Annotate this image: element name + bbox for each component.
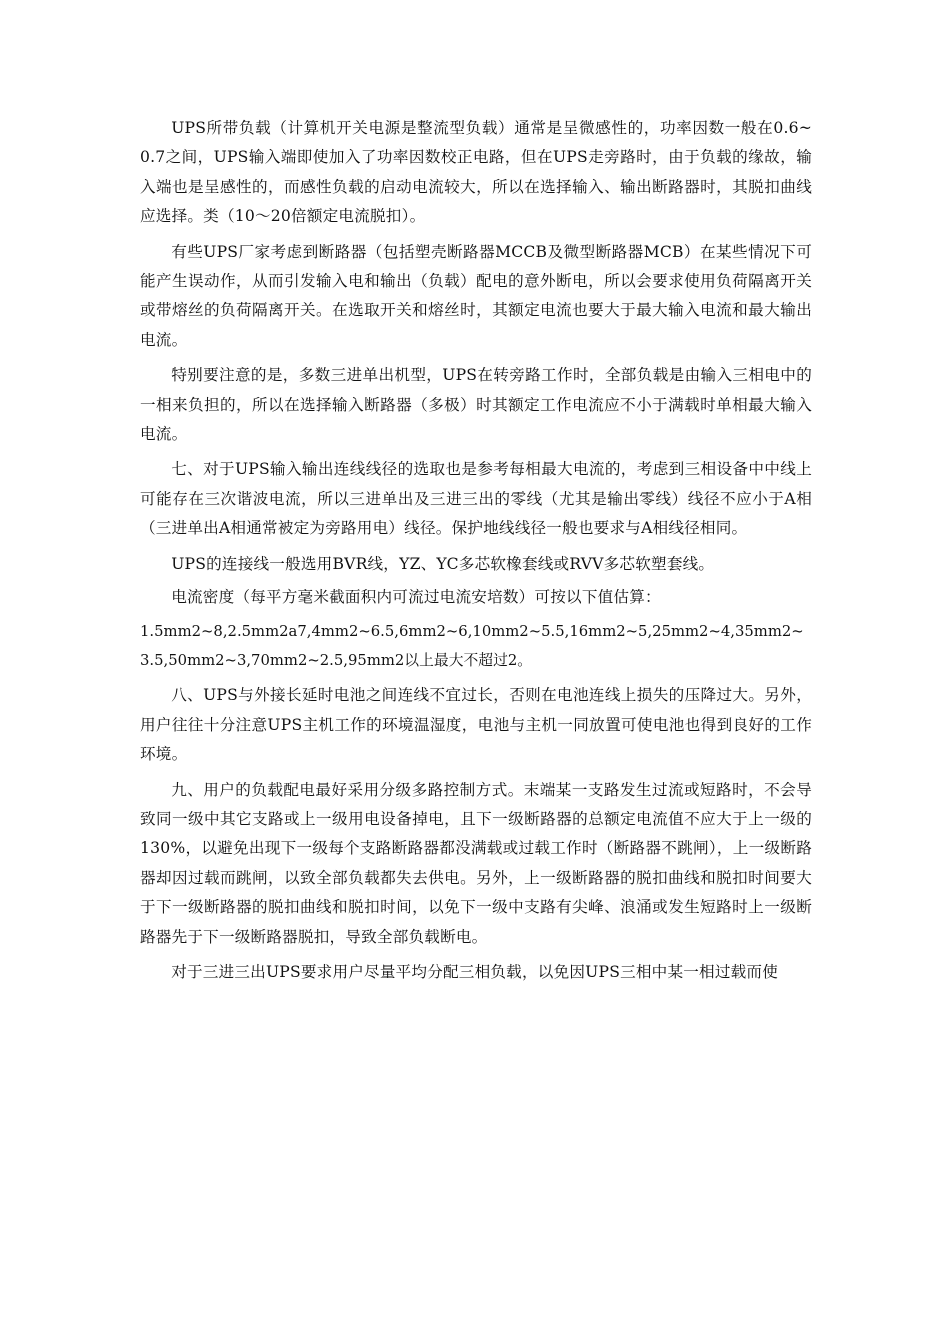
- paragraph-section-8-battery-wiring: 八、UPS与外接长延时电池之间连线不宜过长，否则在电池连线上损失的压降过大。另外，用户往往十分注意UPS主机工作的环境温湿度，电池与主机一同放置可使电池也得到良好的工作环境。: [140, 686, 812, 764]
- paragraph-current-density-values: 1.5mm2~8,2.5mm2a7,4mm2~6.5,6mm2~6,10mm2~5.5,16mm2~5,25mm2~4,35mm2~3.5,50mm2~3,70mm2~2.5,95mm2以上最大不超过2。: [140, 622, 804, 669]
- document-body: [140, 114, 812, 993]
- paragraph-wire-types: UPS的连接线一般选用BVR线，YZ、YC多芯软橡套线或RVV多芯软塑套线。: [171, 554, 715, 573]
- paragraph-three-phase-load-balance: 对于三进三出UPS要求用户尽量平均分配三相负载，以免因UPS三相中某一相过载而使: [171, 962, 779, 981]
- paragraph-three-in-single-out: 特别要注意的是，多数三进单出机型，UPS在转旁路工作时，全部负载是由输入三相电中的一相来负担的，所以在选择输入断路器（多极）时其额定工作电流应不小于满载时单相最大输入电流。: [140, 366, 812, 444]
- paragraph-section-7-wire-gauge: 七、对于UPS输入输出连线线径的选取也是参考每相最大电流的，考虑到三相设备中中线上可能存在三次谐波电流，所以三进单出及三进三出的零线（尤其是输出零线）线径不应小于A相（三进单出A相通常被定为旁路用电）线径。保护地线线径一般也要求与A相线径相同。: [140, 460, 812, 538]
- paragraph-ups-load-breaker-curve: UPS所带负载（计算机开关电源是整流型负载）通常是呈微感性的，功率因数一般在0.6~0.7之间，UPS输入端即使加入了功率因数校正电路，但在UPS走旁路时，由于负载的缘故，输入端也是呈感性的，而感性负载的启动电流较大，所以在选择输入、输出断路器时，其脱扣曲线应选择。类（10～20倍额定电流脱扣）。: [140, 119, 812, 226]
- paragraph-isolation-switch: 有些UPS厂家考虑到断路器（包括塑壳断路器MCCB及微型断路器MCB）在某些情况下可能产生误动作，从而引发输入电和输出（负载）配电的意外断电，所以会要求使用负荷隔离开关或带熔丝的负荷隔离开关。在选取开关和熔丝时，其额定电流也要大于最大输入电流和最大输出电流。: [140, 242, 812, 349]
- paragraph-section-9-load-distribution: 九、用户的负载配电最好采用分级多路控制方式。末端某一支路发生过流或短路时，不会导致同一级中其它支路或上一级用电设备掉电，且下一级断路器的总额定电流值不应大于上一级的130%，以避免出现下一级每个支路断路器都没满载或过载工作时（断路器不跳闸），上一级断路器却因过载而跳闸，以致全部负载都失去供电。另外，上一级断路器的脱扣曲线和脱扣时间要大于下一级断路器的脱扣曲线和脱扣时间，以免下一级中支路有尖峰、浪涌或发生短路时上一级断路器先于下一级断路器脱扣，导致全部负载断电。: [140, 780, 812, 946]
- paragraph-current-density-intro: 电流密度（每平方毫米截面积内可流过电流安培数）可按以下值估算：: [171, 588, 661, 607]
